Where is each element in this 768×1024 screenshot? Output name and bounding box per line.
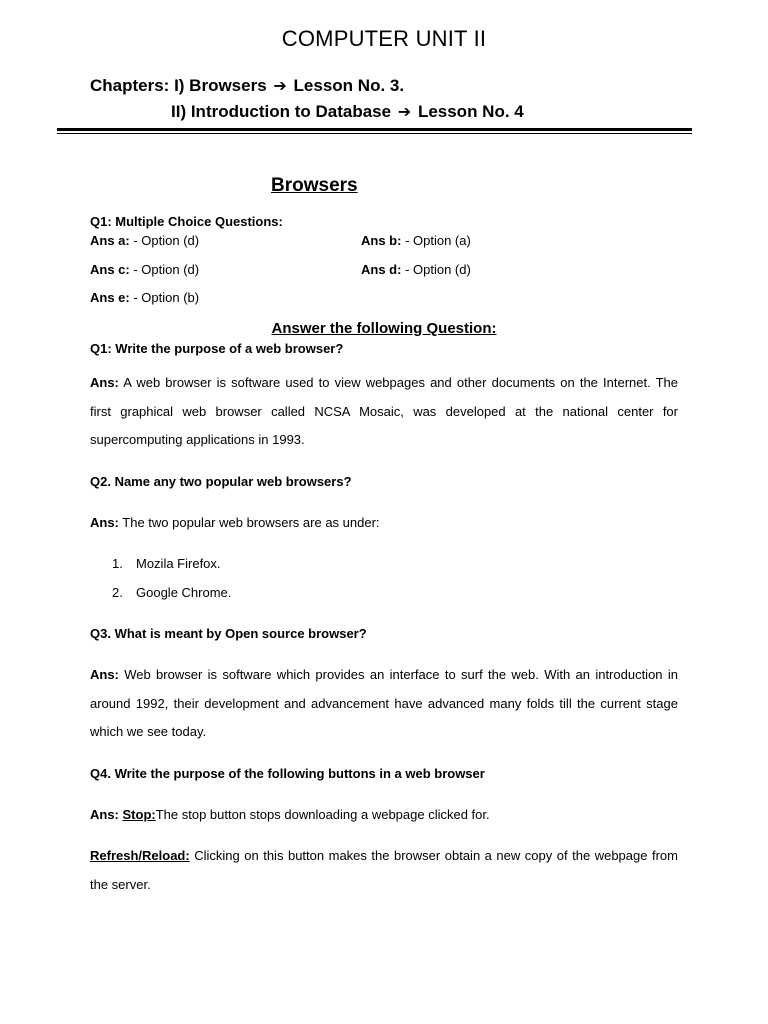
header-divider-thick bbox=[57, 128, 692, 131]
chapter-line-2 bbox=[171, 102, 524, 122]
answer-3 bbox=[90, 661, 678, 747]
chapter-line-1 bbox=[90, 76, 404, 96]
list-text: Mozila Firefox. bbox=[136, 556, 221, 571]
list-text: Google Chrome. bbox=[136, 585, 232, 600]
header-divider-thin bbox=[57, 133, 692, 134]
section-title: Browsers bbox=[271, 175, 358, 196]
arrow-right-icon: ➔ bbox=[273, 76, 287, 95]
list-number: 2. bbox=[112, 585, 123, 600]
answer-value: - Option (b) bbox=[133, 290, 200, 305]
answer-label: Ans e: bbox=[90, 290, 130, 305]
mcq-answer-c bbox=[90, 262, 199, 277]
answer-label: Ans b: bbox=[361, 233, 402, 248]
answer-4-stop bbox=[90, 807, 490, 822]
answer-value: - Option (a) bbox=[405, 233, 471, 248]
answer-text: A web browser is software used to view webpages and other documents on the Internet. The first graphical web browser called NCSA Mosaic, was developed at the national center for supercomputing applications in 1993. bbox=[90, 375, 678, 447]
answer-value: - Option (d) bbox=[405, 262, 471, 277]
mcq-answer-e bbox=[90, 290, 199, 305]
answer-value: - Option (d) bbox=[133, 233, 200, 248]
mcq-answer-b bbox=[361, 233, 471, 248]
chapter-1-text: Chapters: I) Browsers bbox=[90, 76, 267, 95]
question-3: Q3. What is meant by Open source browser? bbox=[90, 626, 367, 641]
chapter-2-text: II) Introduction to Database bbox=[171, 102, 392, 121]
answer-text: Web browser is software which provides an interface to surf the web. With an introduction in around 1992, their development and advancement have advanced many folds till the current stage which we see today. bbox=[90, 667, 678, 739]
arrow-right-icon: ➔ bbox=[397, 102, 412, 121]
list-item bbox=[112, 556, 221, 571]
stop-text: The stop button stops downloading a webpage clicked for. bbox=[155, 807, 490, 822]
mcq-answer-a bbox=[90, 233, 199, 248]
answer-label: Ans: bbox=[90, 515, 119, 530]
list-item bbox=[112, 585, 231, 600]
question-2: Q2. Name any two popular web browsers? bbox=[90, 474, 352, 489]
page-title: COMPUTER UNIT II bbox=[281, 26, 487, 51]
answer-label: Ans: bbox=[90, 375, 119, 390]
question-4: Q4. Write the purpose of the following buttons in a web browser bbox=[90, 766, 485, 781]
answer-label: Ans: bbox=[90, 807, 119, 822]
chapter-1-lesson: Lesson No. 3. bbox=[293, 76, 405, 95]
answer-1 bbox=[90, 369, 678, 455]
refresh-text: Clicking on this button makes the browser obtain a new copy of the webpage from the server. bbox=[90, 848, 678, 892]
refresh-term: Refresh/Reload: bbox=[90, 848, 190, 863]
answer-2 bbox=[90, 515, 380, 530]
answer-section-heading: Answer the following Question: bbox=[271, 320, 497, 337]
answer-label: Ans c: bbox=[90, 262, 130, 277]
mcq-heading: Q1: Multiple Choice Questions: bbox=[90, 214, 283, 229]
answer-label: Ans d: bbox=[361, 262, 402, 277]
stop-term: Stop: bbox=[122, 807, 156, 822]
answer-value: - Option (d) bbox=[133, 262, 200, 277]
answer-text: The two popular web browsers are as under: bbox=[122, 515, 380, 530]
chapter-2-lesson: Lesson No. 4 bbox=[417, 102, 524, 121]
answer-label: Ans: bbox=[90, 667, 119, 682]
list-number: 1. bbox=[112, 556, 123, 571]
answer-label: Ans a: bbox=[90, 233, 130, 248]
answer-4-refresh bbox=[90, 842, 678, 899]
mcq-answer-d bbox=[361, 262, 471, 277]
question-1: Q1: Write the purpose of a web browser? bbox=[90, 341, 344, 356]
